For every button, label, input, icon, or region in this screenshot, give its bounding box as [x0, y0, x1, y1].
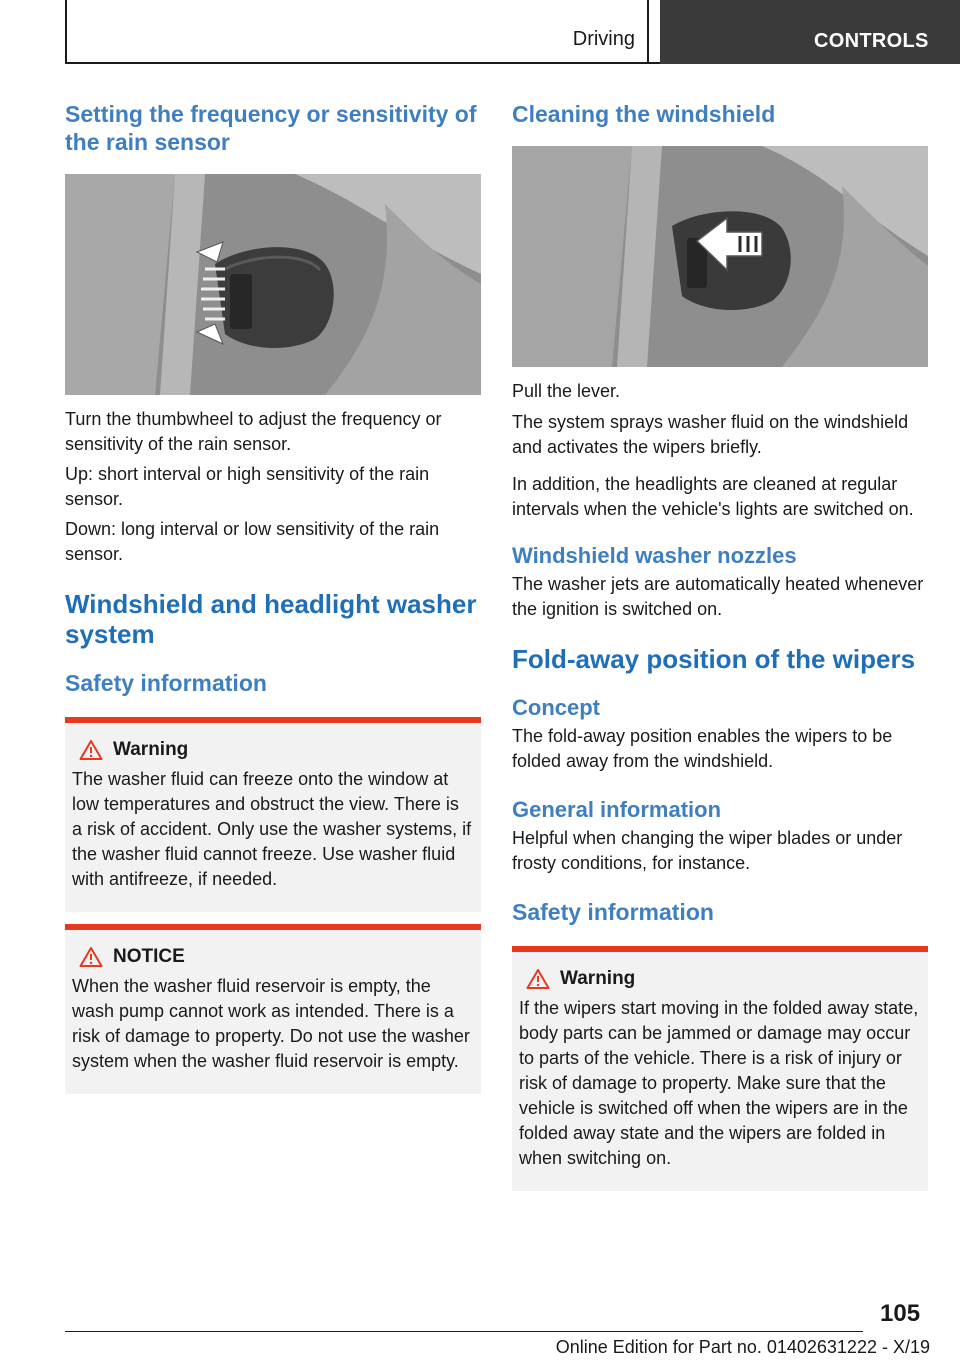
notice-title: NOTICE [113, 946, 185, 967]
lever-pull-photo [512, 146, 928, 367]
heading-washer-system: Windshield and headlight washer system [65, 589, 477, 649]
para-general-info: Helpful when changing the wiper blades or under frosty conditions, for instance. [512, 828, 903, 873]
thumbwheel-photo [65, 174, 481, 395]
para-washer-jets: The washer jets are automatically heated whenever the ignition is switched on. [512, 574, 924, 619]
para-pull-lever: Pull the lever. [512, 381, 621, 401]
warning-box-left [65, 717, 481, 912]
para-concept: The fold-away position enables the wipers to be folded away from the windshield. [512, 726, 893, 771]
para-headlights: In addition, the headlights are cleaned at regular intervals when the vehicle's lights are switched on. [512, 474, 914, 519]
notice-text: When the washer fluid reservoir is empty, the wash pump cannot work as intended. There is a risk of damage to property. Do not use the washer system when the washer fluid reservoir is empty. [72, 976, 470, 1071]
warning-text-right: If the wipers start moving in the folded away state, body parts can be jammed or damage may occur to parts of the vehicle. There is a risk of injury or risk of damage to property. Make sure that the vehicle is switched off when the wipers are in the folded away state and the wipers are folded in when switching on. [519, 998, 919, 1168]
warning-triangle-icon [79, 739, 103, 761]
notice-box-left [65, 924, 481, 1094]
heading-safety-info-right: Safety information [512, 899, 714, 925]
para-down: Down: long interval or low sensitivity of the rain sensor. [65, 519, 440, 564]
page-number: 105 [880, 1300, 921, 1327]
heading-cleaning-windshield: Cleaning the windshield [512, 101, 776, 127]
warning-text: The washer fluid can freeze onto the window at low temperatures and obstruct the view. There is a risk of accident. Only use the washer systems, if the washer fluid cannot freeze. Use washer fluid with antifreeze, if needed. [72, 769, 472, 889]
warning-title: Warning [113, 739, 189, 760]
header-section: Driving [572, 28, 635, 50]
warning-triangle-icon [79, 946, 103, 968]
para-thumbwheel: Turn the thumbwheel to adjust the frequency or sensitivity of the rain sensor. [65, 409, 442, 454]
left-column [65, 100, 481, 1094]
warning-triangle-icon [526, 968, 550, 990]
heading-safety-info-left: Safety information [65, 670, 267, 696]
para-sprays: The system sprays washer fluid on the windshield and activates the wipers briefly. [512, 412, 909, 457]
warning-title-right: Warning [560, 968, 636, 989]
right-column [512, 100, 928, 1191]
heading-rain-sensor: Setting the frequency or sensitivity of the rain sensor [65, 101, 477, 155]
heading-fold-away: Fold-away position of the wipers [512, 644, 916, 674]
header-chapter-tab: CONTROLS [660, 0, 960, 64]
footer-rule [65, 1331, 863, 1332]
para-up: Up: short interval or high sensitivity of the rain sensor. [65, 464, 430, 509]
footer-edition: Online Edition for Part no. 01402631222 - X/19 [555, 1337, 930, 1357]
warning-box-right [512, 946, 928, 1191]
heading-concept: Concept [512, 695, 600, 720]
heading-washer-nozzles: Windshield washer nozzles [512, 543, 797, 568]
heading-general-info: General information [512, 797, 722, 822]
